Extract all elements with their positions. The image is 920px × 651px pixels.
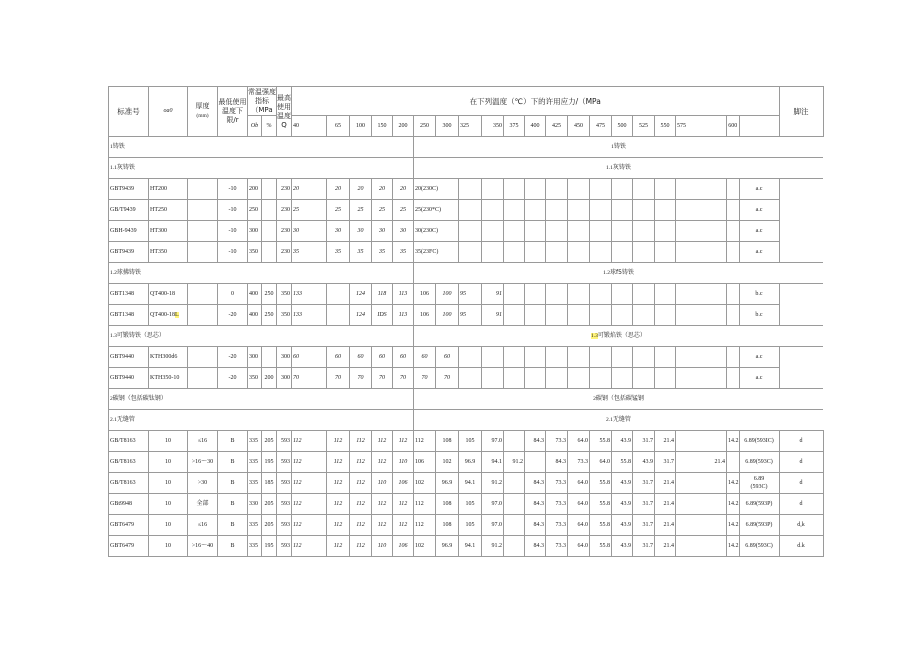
table-row: GB/T8163 10 >16～30 B 335 195 593 112 112 112 112 110 106 102 96.9 94.1 91.2 84.3 73.3 64.0 55.8 43.9 31.7 21.4 6.89(593C) d (109, 452, 824, 473)
table-row: GB/T8163 10 ≤16 B 335 205 593 112 112 112 112 112 112 108 105 97.0 84.3 73.3 64.0 55.8 43.9 31.7 21.4 14.2 6.89(593IC) d (109, 431, 824, 452)
temp-300: 300 (436, 116, 459, 137)
section-2-label: 2碳钢（包括碳钛钢） (109, 389, 414, 410)
highlight-mark: L (175, 311, 179, 318)
col-standard: 标准号 (109, 87, 149, 137)
allowable-stress-title: 在下列温度（℃）下的许用应力/（MPa (292, 87, 780, 116)
temp-600: 600 (727, 116, 740, 137)
table-row: GBT9440 KTH350-10 -20 350 200 300 70 70 70 70 70 70 70 a.c (109, 368, 824, 389)
temp-475: 475 (590, 116, 612, 137)
temp-425: 425 (546, 116, 568, 137)
thickness-label: 厚度 (195, 102, 210, 110)
temp-325: 325 (459, 116, 482, 137)
temp-150: 150 (372, 116, 393, 137)
table-row: GBH-9439 HT300 -10 300 230 30 30 30 30 30 30(230C) a.c (109, 221, 824, 242)
section-1-2-label: 1.2球拂铸铁 (109, 263, 414, 284)
col-strength: 常温强度指标（MPa (248, 87, 276, 114)
table-row: GBT9440 KTH300d6 -20 300 300 60 60 60 60 60 60 60 a.c (109, 347, 824, 368)
col-thickness (188, 87, 218, 137)
section-1-1-label-right: 1.1灰铸铁 (414, 158, 824, 179)
col-grade: oa0 (149, 87, 188, 137)
col-percent: % (262, 116, 277, 137)
thickness-unit: (mm) (196, 113, 209, 119)
table-row: GB/T9439 HT250 -10 250 230 25 25 25 25 25 25(230*C) a.c (109, 200, 824, 221)
section-1-label: 1铸铁 (109, 137, 414, 158)
temp-250: 250 (414, 116, 436, 137)
temp-450: 450 (568, 116, 590, 137)
table-row: GBT9439 HT200 -10 200 230 20 20 20 20 20 20(230C) a.c (109, 179, 824, 200)
section-2-1-label: 2.1无缝管 (109, 410, 414, 431)
col-min-temp: 最低使用温度下限/r (218, 87, 248, 137)
table-row: GBT9439 HT350 -10 350 230 35 35 35 35 35 35(23FC) a.c (109, 242, 824, 263)
temp-65: 65 (327, 116, 350, 137)
col-max-temp: 最高使用温度Q (277, 87, 292, 137)
table-row: GBT1348 QT400-18L -20 400 250 350 133 124 IDS 113 106 100 95 91 b.c (109, 305, 824, 326)
temp-40: 40 (292, 116, 327, 137)
col-notes: 脚注 (779, 87, 823, 137)
section-1-1-label: 1.1灰铸铁 (109, 158, 414, 179)
temp-200: 200 (393, 116, 414, 137)
temp-550: 550 (655, 116, 676, 137)
temp-500: 500 (612, 116, 633, 137)
temp-375: 375 (504, 116, 525, 137)
table-row: GBT6479 10 >16～40 B 335 195 593 112 112 112 110 106 102 96.9 94.1 91.2 84.3 73.3 64.0 55.8 43.9 31.7 21.4 14.2 6.89(593C) d.k (109, 536, 824, 557)
section-1-3-label-right: 1.3可锻焰铁（思芯） (414, 326, 824, 347)
temp-525: 525 (633, 116, 655, 137)
section-2-1-label-right: 2.1无缝管 (414, 410, 824, 431)
table-row: GBt9948 10 全部 B 330 205 593 112 112 112 112 112 112 108 105 97.0 84.3 73.3 64.0 55.8 43.9 31.7 21.4 14.2 6.89(593P) d (109, 494, 824, 515)
allowable-stress-table (108, 86, 824, 557)
col-ob: Ob (248, 116, 262, 137)
table-row: GBT6479 10 ≤16 B 335 205 593 112 112 112 112 112 112 108 105 97.0 84.3 73.3 64.0 55.8 43.9 31.7 21.4 14.2 6.89(593P) d,k (109, 515, 824, 536)
temp-100: 100 (350, 116, 372, 137)
section-1-2-label-right: 1.2球f5铸铁 (414, 263, 824, 284)
temp-400: 400 (525, 116, 546, 137)
temp-575: 575 (676, 116, 727, 137)
section-1-3-label: 1.3可锻铸铁（思芯） (109, 326, 414, 347)
temp-350: 350 (482, 116, 504, 137)
section-1-label-right: 1铸铁 (414, 137, 824, 158)
seamless-rows (109, 431, 824, 557)
table-row: GBT1348 QT400-18 0 400 250 350 133 124 118 113 106 100 95 91 b.c (109, 284, 824, 305)
table-row: GB/T8163 10 >30 B 335 185 593 112 112 112 110 106 102 96.9 94.1 91.2 84.3 73.3 64.0 55.8 43.9 31.7 21.4 14.2 6.89 (593C) d (109, 473, 824, 494)
section-2-label-right: 2碳钢（包括碳锰钢 (414, 389, 824, 410)
